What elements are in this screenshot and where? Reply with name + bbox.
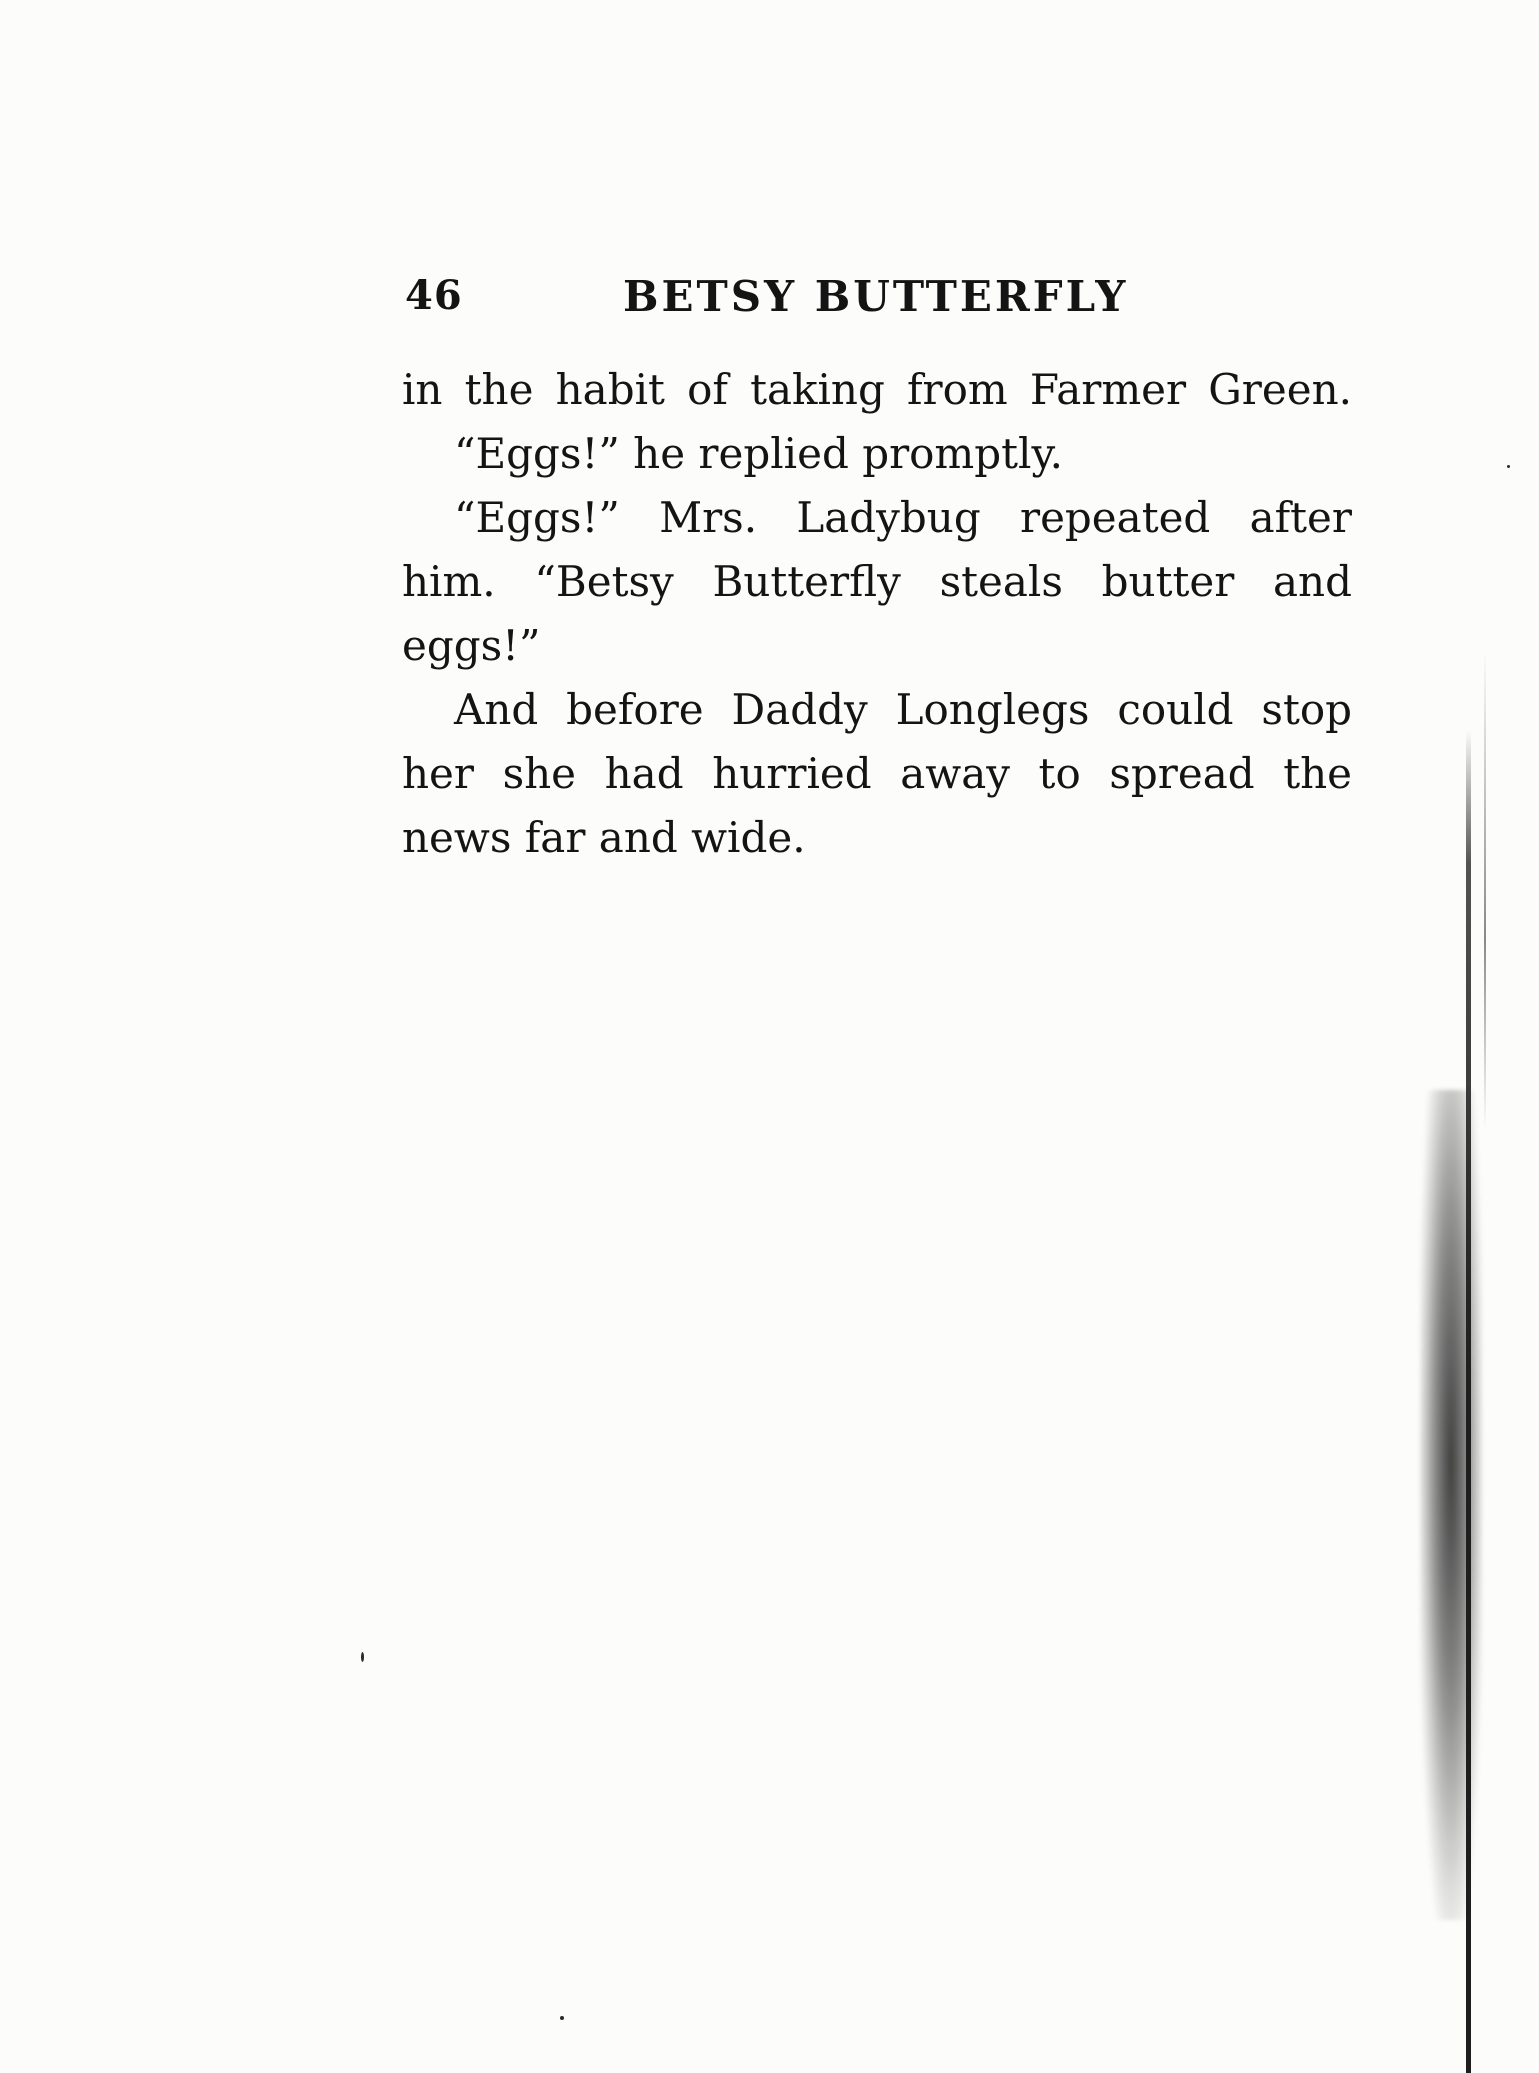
text-line: And before Daddy Longlegs could stop <box>454 685 1352 734</box>
gutter-line-faint <box>1484 650 1486 1130</box>
gutter-line <box>1466 730 1471 2073</box>
scan-speck <box>1507 465 1510 468</box>
text-line: “Eggs!” he replied promptly. <box>454 429 1063 478</box>
text-line: news far and wide. <box>402 813 806 862</box>
gutter-shadow <box>1420 1090 1482 1920</box>
text-line: him. “Betsy Butterfly steals butter and <box>402 557 1352 606</box>
body-text <box>402 358 1352 870</box>
text-line: her she had hurried away to spread the <box>402 749 1352 798</box>
scan-speck <box>560 2016 564 2020</box>
running-head <box>405 272 1350 332</box>
text-line: eggs!” <box>402 621 541 670</box>
book-title: BETSY BUTTERFLY <box>623 272 1129 321</box>
page-number: 46 <box>405 272 463 319</box>
text-line: in the habit of taking from Farmer Green. <box>402 365 1352 414</box>
scan-speck <box>361 1652 364 1662</box>
text-line: “Eggs!” Mrs. Ladybug repeated after <box>454 493 1352 542</box>
